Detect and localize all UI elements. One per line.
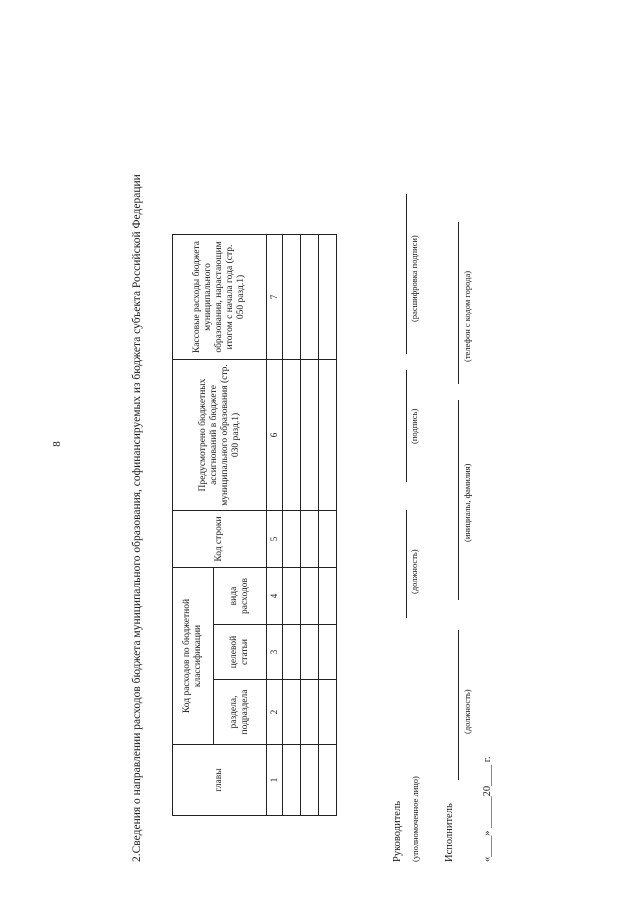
page-number: 8: [50, 441, 63, 447]
executor-initials-caption: (инициалы, фамилия): [462, 463, 472, 542]
col-num: 7: [267, 235, 283, 360]
table-cell[interactable]: [319, 235, 337, 360]
head-decoding-caption: (расшифровка подписи): [409, 235, 419, 322]
table-row: [283, 235, 301, 816]
table-cell[interactable]: [301, 235, 319, 360]
document-sheet: [130, 102, 630, 862]
head-signature-caption: (подпись): [409, 408, 419, 444]
table-cell[interactable]: [283, 745, 301, 816]
col-num: 3: [267, 625, 283, 680]
executor-position-line[interactable]: [458, 630, 459, 780]
table-cell[interactable]: [319, 680, 337, 745]
table-row: [319, 235, 337, 816]
executor-initials-line[interactable]: [458, 400, 459, 600]
col-num: 5: [267, 511, 283, 568]
table-cell[interactable]: [283, 360, 301, 511]
col-num: 4: [267, 568, 283, 625]
header-line-code: Код строки: [173, 511, 267, 568]
head-decoding-line[interactable]: [406, 194, 407, 354]
table-cell[interactable]: [301, 680, 319, 745]
table-cell[interactable]: [301, 360, 319, 511]
header-group-code: Код расходов по бюджетной классификации: [173, 568, 214, 745]
table-cell[interactable]: [283, 680, 301, 745]
date-line[interactable]: «____» ______20____ г.: [482, 756, 493, 862]
table-cell[interactable]: [283, 568, 301, 625]
header-cash-expenses: Кассовые расходы бюджета муниципального образования, нарастающим итогом с начала года (стр. 050 разд.1): [173, 235, 267, 360]
table-cell[interactable]: [319, 568, 337, 625]
table-cell[interactable]: [319, 625, 337, 680]
head-position-caption: (должность): [409, 549, 419, 594]
col-num: 6: [267, 360, 283, 511]
table-cell[interactable]: [319, 360, 337, 511]
executor-phone-line[interactable]: [458, 222, 459, 384]
head-signature-line[interactable]: [406, 370, 407, 482]
head-subtitle: (уполномоченное лицо): [410, 776, 420, 862]
section-title: 2.Сведения о направлении расходов бюджета муниципального образования, софинансируемых из бюджета субъекта Российской Федерации: [131, 174, 143, 862]
executor-title: Исполнитель: [444, 803, 455, 862]
table-cell[interactable]: [283, 625, 301, 680]
table-cell[interactable]: [283, 235, 301, 360]
column-numbers-row: [267, 235, 283, 816]
header-glavy: главы: [173, 745, 267, 816]
head-position-line[interactable]: [406, 510, 407, 618]
table-row: [301, 235, 319, 816]
header-section: раздела, подраздела: [214, 680, 267, 745]
executor-phone-caption: (телефон с кодом города): [462, 270, 472, 362]
header-target: целевой статьи: [214, 625, 267, 680]
table-cell[interactable]: [301, 745, 319, 816]
header-expense-type: вида расходов: [214, 568, 267, 625]
head-title: Руководитель: [392, 801, 403, 862]
expenses-table: [172, 234, 337, 816]
col-num: 1: [267, 745, 283, 816]
table-cell[interactable]: [319, 745, 337, 816]
table-cell[interactable]: [301, 625, 319, 680]
table-cell[interactable]: [319, 511, 337, 568]
table-cell[interactable]: [301, 511, 319, 568]
table-cell[interactable]: [283, 511, 301, 568]
col-num: 2: [267, 680, 283, 745]
table-cell[interactable]: [301, 568, 319, 625]
header-allocations: Предусмотрено бюджетных ассигнований в бюджете муниципального образования (стр. 030 разд.1): [173, 360, 267, 511]
executor-position-caption: (должность): [462, 689, 472, 734]
